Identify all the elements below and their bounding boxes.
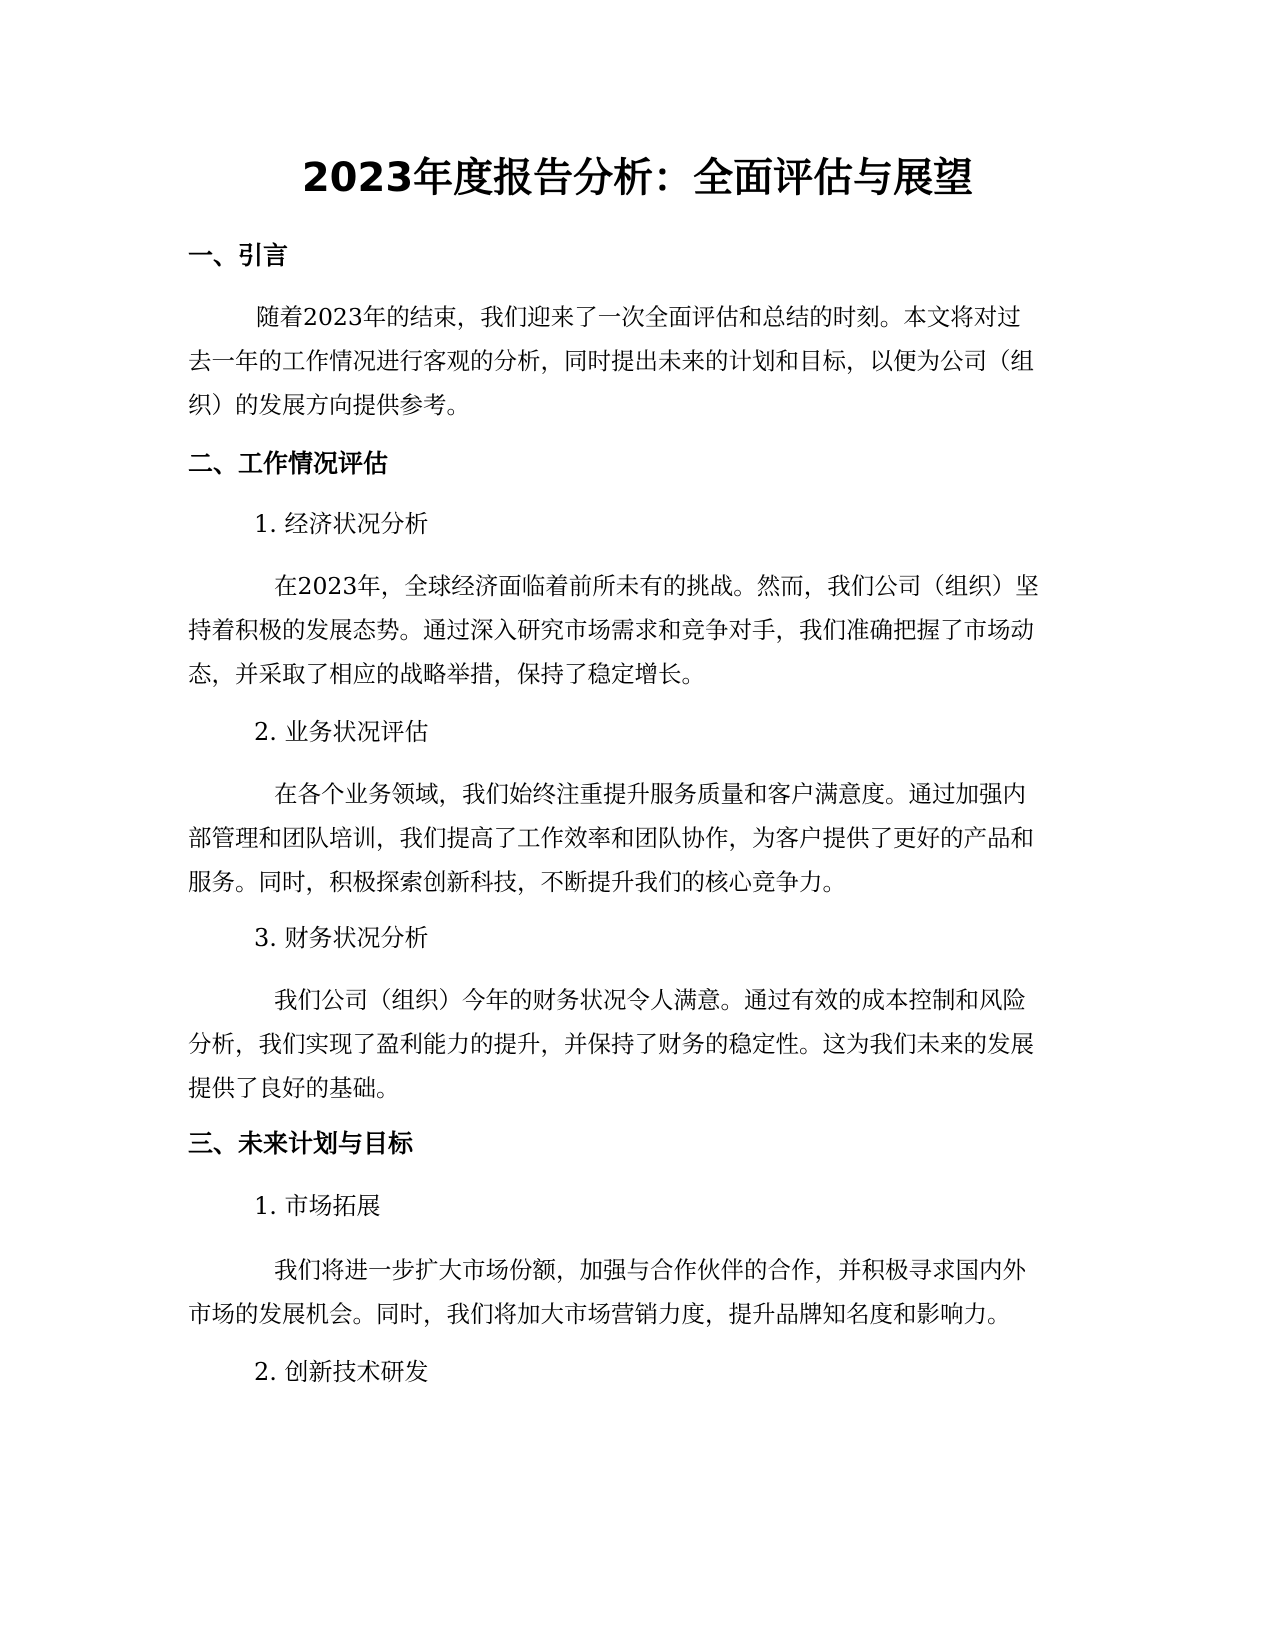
economic-paragraph [188,564,1088,696]
section-heading-introduction: 一、引言 [188,241,289,270]
subsection-title-economic: 1. 经济状况分析 [254,510,429,538]
introduction-paragraph [188,295,1088,427]
market-expansion-paragraph [188,1248,1088,1336]
paragraph-line: 服务。同时，积极探索创新科技，不断提升我们的核心竞争力。 [188,868,846,896]
subsection-title-business: 2. 业务状况评估 [254,718,429,746]
paragraph-line: 随着2023年的结束，我们迎来了一次全面评估和总结的时刻。本文将对过 [256,303,1021,331]
paragraph-line: 在2023年，全球经济面临着前所未有的挑战。然而，我们公司（组织）坚 [274,572,1039,600]
paragraph-line: 市场的发展机会。同时，我们将加大市场营销力度，提升品牌知名度和影响力。 [188,1300,1011,1328]
paragraph-line: 我们公司（组织）今年的财务状况令人满意。通过有效的成本控制和风险 [274,986,1026,1014]
subsection-title-finance: 3. 财务状况分析 [254,924,429,952]
document-title: 2023年度报告分析：全面评估与展望 [301,155,974,201]
paragraph-line: 分析，我们实现了盈利能力的提升，并保持了财务的稳定性。这为我们未来的发展 [188,1030,1034,1058]
paragraph-line: 提供了良好的基础。 [188,1074,400,1102]
subsection-title-market-expansion: 1. 市场拓展 [254,1192,381,1220]
subsection-title-innovation-rd: 2. 创新技术研发 [254,1358,429,1386]
finance-paragraph [188,978,1088,1110]
paragraph-line: 在各个业务领域，我们始终注重提升服务质量和客户满意度。通过加强内 [274,780,1026,808]
paragraph-line: 去一年的工作情况进行客观的分析，同时提出未来的计划和目标，以便为公司（组 [188,347,1034,375]
section-heading-future-plans: 三、未来计划与目标 [188,1129,414,1158]
paragraph-line: 织）的发展方向提供参考。 [188,391,470,419]
paragraph-line: 态，并采取了相应的战略举措，保持了稳定增长。 [188,660,705,688]
section-heading-work-evaluation: 二、工作情况评估 [188,449,389,478]
paragraph-line: 部管理和团队培训，我们提高了工作效率和团队协作，为客户提供了更好的产品和 [188,824,1034,852]
business-paragraph [188,772,1088,904]
paragraph-line: 持着积极的发展态势。通过深入研究市场需求和竞争对手，我们准确把握了市场动 [188,616,1034,644]
paragraph-line: 我们将进一步扩大市场份额，加强与合作伙伴的合作，并积极寻求国内外 [274,1256,1026,1284]
